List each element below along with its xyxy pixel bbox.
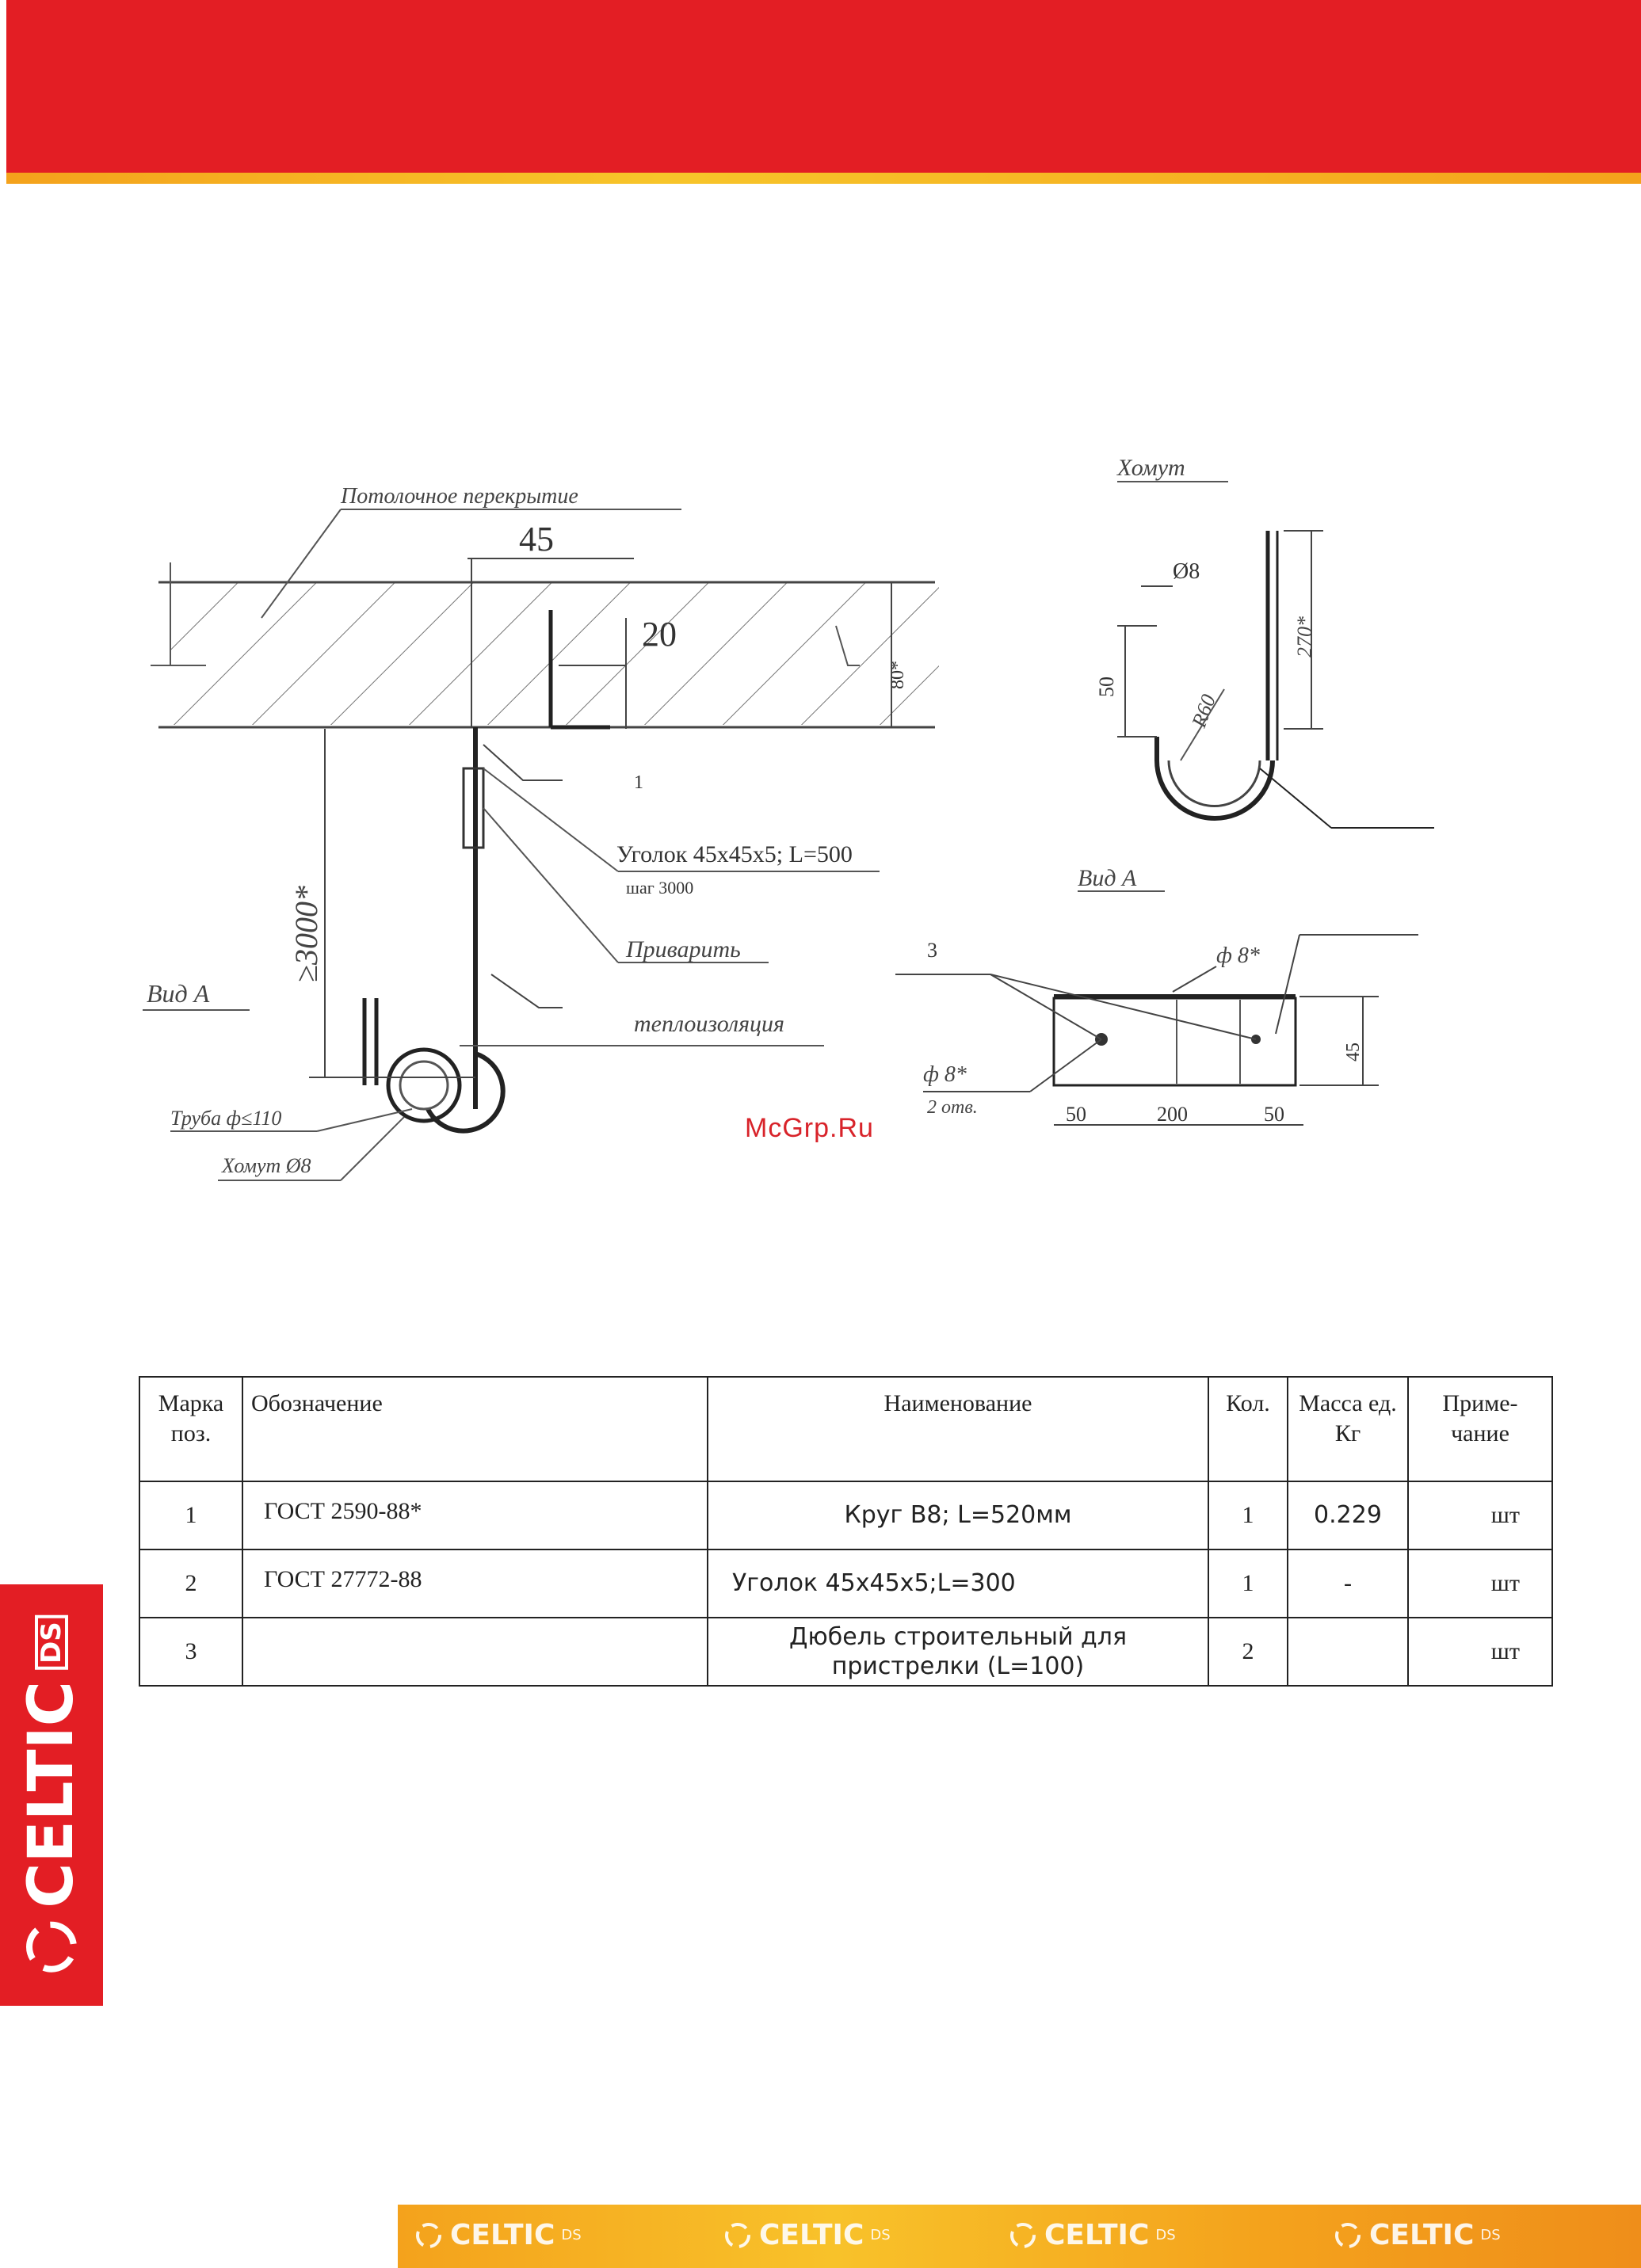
recycle-icon: [1333, 2220, 1363, 2251]
ceiling-slab: [151, 562, 939, 727]
phi8-bottom: ф 8*: [923, 1062, 967, 1087]
header-qty: Кол.: [1208, 1377, 1288, 1481]
header-band: [6, 0, 1641, 173]
clamp-label: Хомут Ø8: [222, 1154, 311, 1177]
view-a-right: Вид А: [1078, 865, 1137, 891]
technical-drawing: [0, 428, 1641, 1220]
table-header-row: [139, 1377, 1552, 1481]
header-designation: Обозначение: [242, 1377, 708, 1481]
dim-20: 20: [642, 615, 677, 654]
row-mass: [1288, 1618, 1408, 1686]
recycle-icon: [1008, 2220, 1038, 2251]
row-designation: ГОСТ 27772-88: [242, 1549, 708, 1618]
footer-brand-sub: DS: [870, 2227, 891, 2243]
footer-logo: [723, 2219, 891, 2251]
row-name: Уголок 45х45х5;L=300: [708, 1549, 1208, 1618]
row-mass: 0.229: [1288, 1481, 1408, 1549]
clamp-r: R60: [1187, 691, 1220, 731]
pipe-label: Труба ф≤110: [170, 1107, 282, 1130]
recycle-icon: [723, 2220, 753, 2251]
clamp-270: 270*: [1293, 616, 1316, 658]
row-qty: 1: [1208, 1549, 1288, 1618]
side-brand-logo: [0, 1584, 103, 2006]
row-name: Дюбель строительный для пристрелки (L=100): [708, 1618, 1208, 1686]
footer-logo: [414, 2219, 582, 2251]
specification-table: [139, 1376, 1553, 1687]
footer-brand: CELTIC: [759, 2219, 864, 2251]
view-a-left: Вид А: [147, 979, 210, 1008]
row-note: шт: [1408, 1618, 1552, 1686]
clamp-dia: Ø8: [1173, 559, 1200, 584]
footer-brand-sub: DS: [1155, 2227, 1176, 2243]
footer-brand: CELTIC: [1044, 2219, 1150, 2251]
row-mark: 3: [139, 1618, 242, 1686]
footer-brand: CELTIC: [450, 2219, 555, 2251]
row-note: шт: [1408, 1481, 1552, 1549]
brand-sub: DS: [35, 1615, 68, 1670]
dim-45v: 45: [1343, 1043, 1364, 1062]
angle-plate: [1054, 997, 1296, 1085]
table-row: [139, 1481, 1552, 1549]
weld-label: Приварить: [626, 936, 741, 962]
row-mass: -: [1288, 1549, 1408, 1618]
dim-45: 45: [519, 520, 554, 558]
table-row: [139, 1549, 1552, 1618]
footer-brand-sub: DS: [1480, 2227, 1501, 2243]
brand-name: CELTIC: [16, 1680, 87, 1908]
insulation-label: теплоизоляция: [634, 1011, 784, 1037]
pos-1-label: 1: [634, 772, 643, 793]
table-row: [139, 1618, 1552, 1686]
row-mark: 2: [139, 1549, 242, 1618]
row-designation: ГОСТ 2590-88*: [242, 1481, 708, 1549]
header-name: Наименование: [708, 1377, 1208, 1481]
phi8-top: ф 8*: [1216, 943, 1260, 968]
header-note: Приме- чание: [1408, 1377, 1552, 1481]
row-name: Круг В8; L=520мм: [708, 1481, 1208, 1549]
recycle-icon: [24, 1919, 79, 1975]
dim-50a: 50: [1066, 1103, 1086, 1126]
dim-3000: ≥3000*: [288, 886, 324, 982]
hanger-rod: [364, 727, 503, 1131]
footer-brand-sub: DS: [561, 2227, 582, 2243]
clamp-title: Хомут: [1117, 455, 1185, 481]
footer-brand: CELTIC: [1369, 2219, 1475, 2251]
recycle-icon: [414, 2220, 444, 2251]
dim-50b: 50: [1264, 1103, 1284, 1126]
ceiling-label: Потолочное перекрытие: [341, 484, 578, 509]
header-mass: Масса ед. Кг: [1288, 1377, 1408, 1481]
hole-label: 2 отв.: [927, 1097, 978, 1118]
footer-logo: [1333, 2219, 1501, 2251]
row-qty: 2: [1208, 1618, 1288, 1686]
row-qty: 1: [1208, 1481, 1288, 1549]
dim-200: 200: [1157, 1103, 1188, 1126]
angle-step-label: шаг 3000: [626, 878, 694, 898]
header-mark: Марка поз.: [139, 1377, 242, 1481]
clamp-50: 50: [1095, 677, 1118, 697]
row-designation: [242, 1618, 708, 1686]
dim-80: 80*: [887, 661, 908, 689]
row-mark: 1: [139, 1481, 242, 1549]
watermark: McGrp.Ru: [745, 1113, 874, 1143]
footer-band: [398, 2205, 1641, 2268]
header-stripe: [6, 173, 1641, 184]
row-note: шт: [1408, 1549, 1552, 1618]
footer-logo: [1008, 2219, 1176, 2251]
pos-3: 3: [927, 939, 937, 962]
angle-spec-label: Уголок 45х45х5; L=500: [616, 841, 853, 867]
